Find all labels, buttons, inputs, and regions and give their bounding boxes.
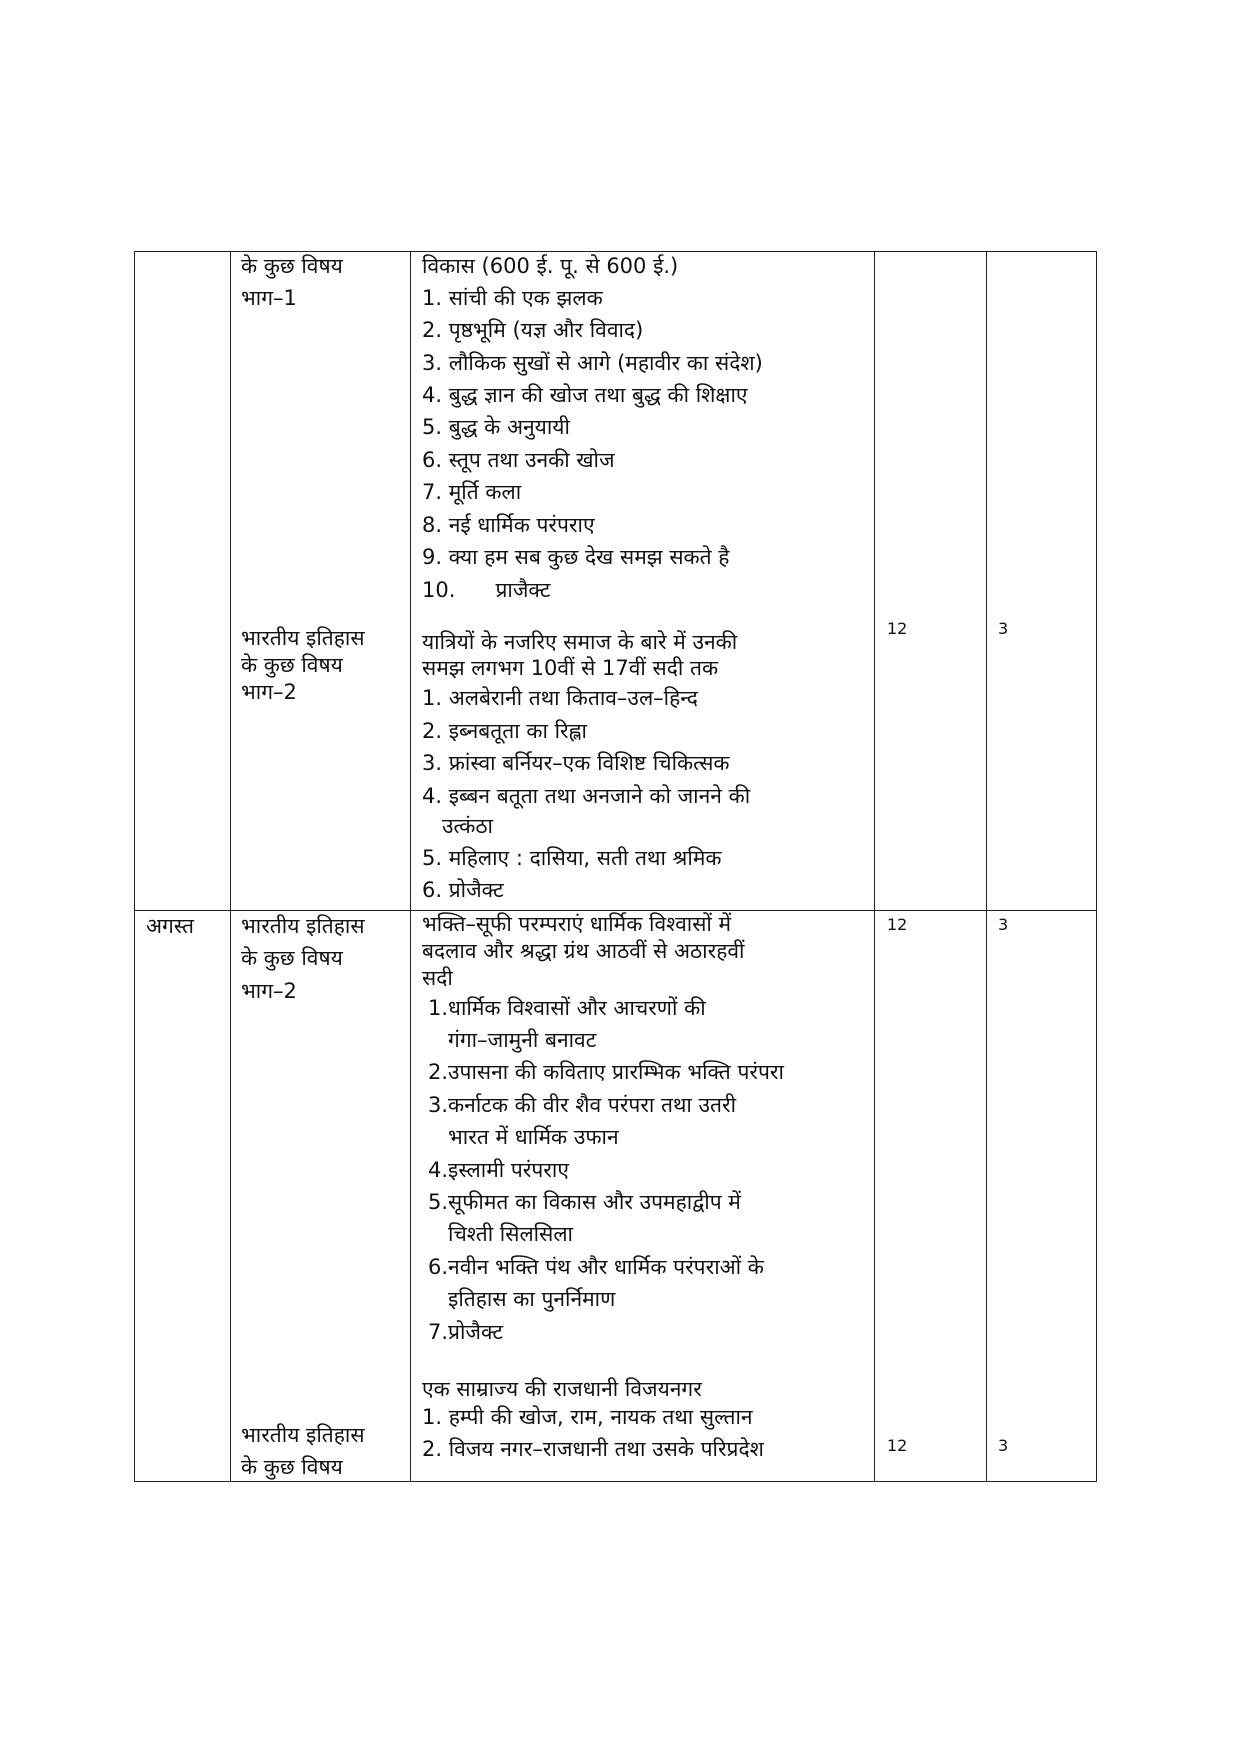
topic-item: इतिहास का पुनर्निमाण [428,1287,616,1311]
month-cell: अगस्त [146,914,195,938]
topic-item: 1. हम्पी की खोज, राम, नायक तथा सुल्तान [422,1405,753,1429]
unit-cell-line: भाग–2 [241,979,297,1003]
topic-title: बदलाव और श्रद्धा ग्रंथ आठवीं से अठारहवीं [422,939,745,963]
topic-item: 2. विजय नगर–राजधानी तथा उसके परिप्रदेश [422,1437,764,1461]
topic-item: 9. क्या हम सब कुछ देख समझ सकते है [422,545,730,569]
unit-cell-line: के कुछ विषय [241,946,343,970]
unit-cell-line: के कुछ विषय [241,653,343,677]
topic-item: 3. लौकिक सुखों से आगे (महावीर का संदेश) [422,351,763,375]
topic-item: 4. बुद्ध ज्ञान की खोज तथा बुद्ध की शिक्षाए [422,383,748,407]
topic-item: 1.धार्मिक विश्वासों और आचरणों की [428,996,706,1020]
topic-item: 1. सांची की एक झलक [422,286,603,310]
column-border [134,251,135,1482]
topic-item: 6.नवीन भक्ति पंथ और धार्मिक परंपराओं के [428,1255,764,1279]
unit-cell-line: भाग–1 [241,286,297,310]
topic-item: गंगा–जामुनी बनावट [428,1028,597,1052]
topic-title: एक साम्राज्य की राजधानी विजयनगर [422,1377,702,1401]
marks-value: 3 [998,915,1009,934]
topic-item: 1. अलबेरानी तथा किताव–उल–हिन्द [422,686,698,710]
marks-value: 3 [998,1436,1009,1455]
unit-cell-line: के कुछ विषय [241,1455,343,1479]
topic-item: 5. बुद्ध के अनुयायी [422,415,570,439]
table-top-border [134,251,1096,252]
column-border [1096,251,1097,1482]
unit-cell-line: भारतीय इतिहास [241,1423,365,1447]
topic-item: 6. प्रोजैक्ट [422,878,504,902]
column-border [410,251,411,1482]
topic-item: 10. प्राजैक्ट [422,578,551,602]
periods-value: 12 [887,1436,908,1455]
unit-cell-line: भारतीय इतिहास [241,626,365,650]
topic-item: 3. फ्रांस्वा बर्नियर–एक विशिष्ट चिकित्सक [422,751,730,775]
topic-item: 2. पृष्ठभूमि (यज्ञ और विवाद) [422,318,644,342]
topic-item: 7.प्रोजैक्ट [428,1320,504,1344]
topic-item: 4. इब्बन बतूता तथा अनजाने को जानने की [422,784,751,808]
periods-value: 12 [887,619,908,638]
periods-value: 12 [887,915,908,934]
topic-item: 5.सूफीमत का विकास और उपमहाद्वीप में [428,1190,741,1214]
topic-item: 4.इस्लामी परंपराए [428,1158,569,1182]
table-bottom-border [134,1481,1096,1482]
unit-cell-line: भाग–2 [241,680,297,704]
topic-item: 6. स्तूप तथा उनकी खोज [422,448,615,472]
row-divider [134,910,1096,911]
topic-title: समझ लगभग 10वीं से 17वीं सदी तक [422,656,719,680]
topic-item: 5. महिलाए : दासिया, सती तथा श्रमिक [422,846,722,870]
column-border [986,251,987,1482]
column-border [874,251,875,1482]
topic-item: 7. मूर्ति कला [422,480,522,504]
topic-item: 2. इब्नबतूता का रिह्ला [422,719,587,743]
marks-value: 3 [998,619,1009,638]
topic-item: 3.कर्नाटक की वीर शैव परंपरा तथा उतरी [428,1093,737,1117]
unit-cell-line: के कुछ विषय [241,254,343,278]
topic-item: चिश्ती सिलसिला [428,1222,573,1246]
unit-cell-line: भारतीय इतिहास [241,914,365,938]
topic-title: यात्रियों के नजरिए समाज के बारे में उनकी [422,630,738,654]
topic-item: 2.उपासना की कविताए प्रारम्भिक भक्ति परंपरा [428,1060,784,1084]
topic-item: 8. नई धार्मिक परंपराए [422,513,595,537]
topic-item: भारत में धार्मिक उफान [428,1125,619,1149]
topic-title: भक्ति–सूफी परम्पराएं धार्मिक विश्वासों में [422,912,732,936]
topic-title: विकास (600 ई. पू. से 600 ई.) [422,254,679,278]
topic-title: सदी [422,966,453,990]
topic-item: उत्कंठा [422,814,493,838]
column-border [230,251,231,1482]
